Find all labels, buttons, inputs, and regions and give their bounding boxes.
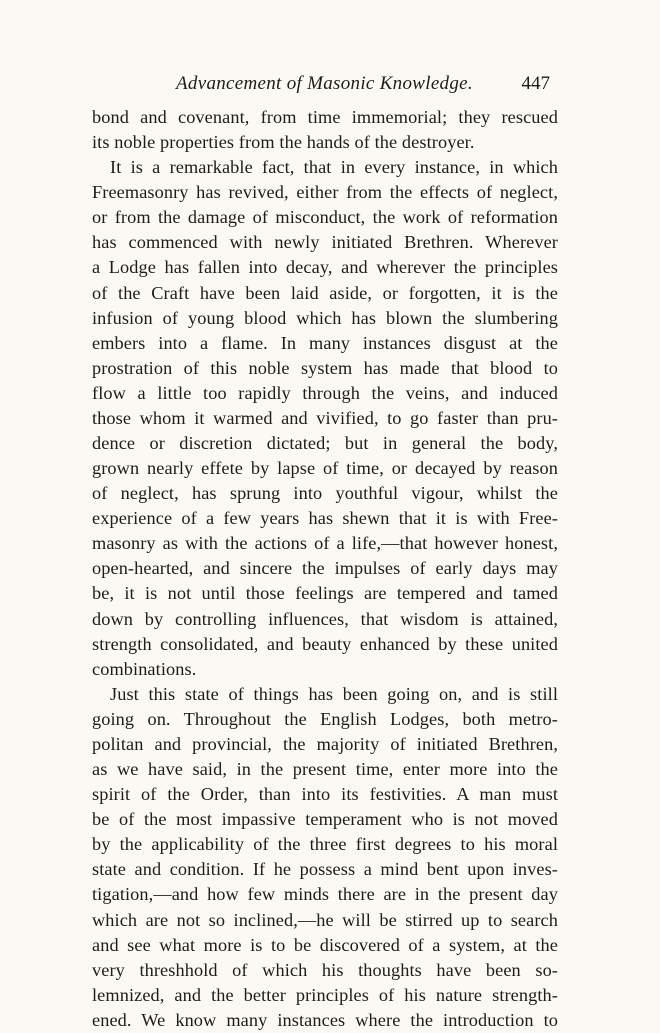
text-line: infusion of young blood which has blown the slumbering	[92, 307, 558, 328]
text-line: strength consolidated, and beauty enhanced by these united	[92, 633, 558, 654]
text-line: down by controlling influences, that wisdom is attained,	[92, 608, 558, 629]
text-line: combinations.	[92, 658, 197, 679]
running-head	[92, 73, 558, 99]
text-line: of neglect, has sprung into youthful vigour, whilst the	[92, 483, 558, 504]
text-line: experience of a few years has shewn that it is with Free-	[92, 508, 558, 529]
page-number: 447	[521, 73, 550, 94]
text-line: flow a little too rapidly through the veins, and induced	[92, 382, 558, 403]
text-line: grown nearly effete by lapse of time, or decayed by reason	[92, 458, 558, 479]
text-line: has commenced with newly initiated Brethren. Wherever	[92, 232, 558, 253]
text-line: dence or discretion dictated; but in general the body,	[92, 433, 558, 454]
text-line: or from the damage of misconduct, the work of reformation	[92, 207, 558, 228]
text-line: open-hearted, and sincere the impulses of early days may	[92, 558, 558, 579]
text-line: It is a remarkable fact, that in every instance, in which	[110, 157, 558, 178]
text-line: by the applicability of the three first degrees to his moral	[92, 834, 558, 855]
text-line: Just this state of things has been going on, and is still	[110, 683, 558, 704]
text-line: be, it is not until those feelings are tempered and tamed	[92, 583, 558, 604]
text-line: masonry as with the actions of a life,—that however honest,	[92, 533, 558, 554]
text-line: politan and provincial, the majority of initiated Brethren,	[92, 733, 558, 754]
running-title: Advancement of Masonic Knowledge.	[176, 73, 473, 94]
text-line: going on. Throughout the English Lodges, both metro-	[92, 708, 558, 729]
text-line: and see what more is to be discovered of a system, at the	[92, 934, 558, 955]
text-line: embers into a flame. In many instances disgust at the	[92, 332, 558, 353]
text-line: as we have said, in the present time, enter more into the	[92, 759, 558, 780]
text-line: lemnized, and the better principles of his nature strength-	[92, 984, 558, 1005]
body-text	[92, 105, 558, 1033]
text-line: of the Craft have been laid aside, or forgotten, it is the	[92, 282, 558, 303]
text-line: tigation,—and how few minds there are in the present day	[92, 884, 558, 905]
text-line: be of the most impassive temperament who is not moved	[92, 809, 558, 830]
text-line: a Lodge has fallen into decay, and wherever the principles	[92, 257, 558, 278]
text-line: spirit of the Order, than into its festivities. A man must	[92, 784, 558, 805]
text-line: ened. We know many instances where the introduction to	[92, 1009, 558, 1030]
text-line: state and condition. If he possess a mind bent upon inves-	[92, 859, 558, 880]
text-line: those whom it warmed and vivified, to go faster than pru-	[92, 407, 558, 428]
text-line: Freemasonry has revived, either from the effects of neglect,	[92, 182, 558, 203]
text-line: which are not so inclined,—he will be stirred up to search	[92, 909, 558, 930]
text-line: bond and covenant, from time immemorial; they rescued	[92, 107, 558, 127]
text-line: its noble properties from the hands of the destroyer.	[92, 132, 475, 153]
text-line: prostration of this noble system has made that blood to	[92, 357, 558, 378]
text-line: very threshhold of which his thoughts have been so-	[92, 959, 558, 980]
